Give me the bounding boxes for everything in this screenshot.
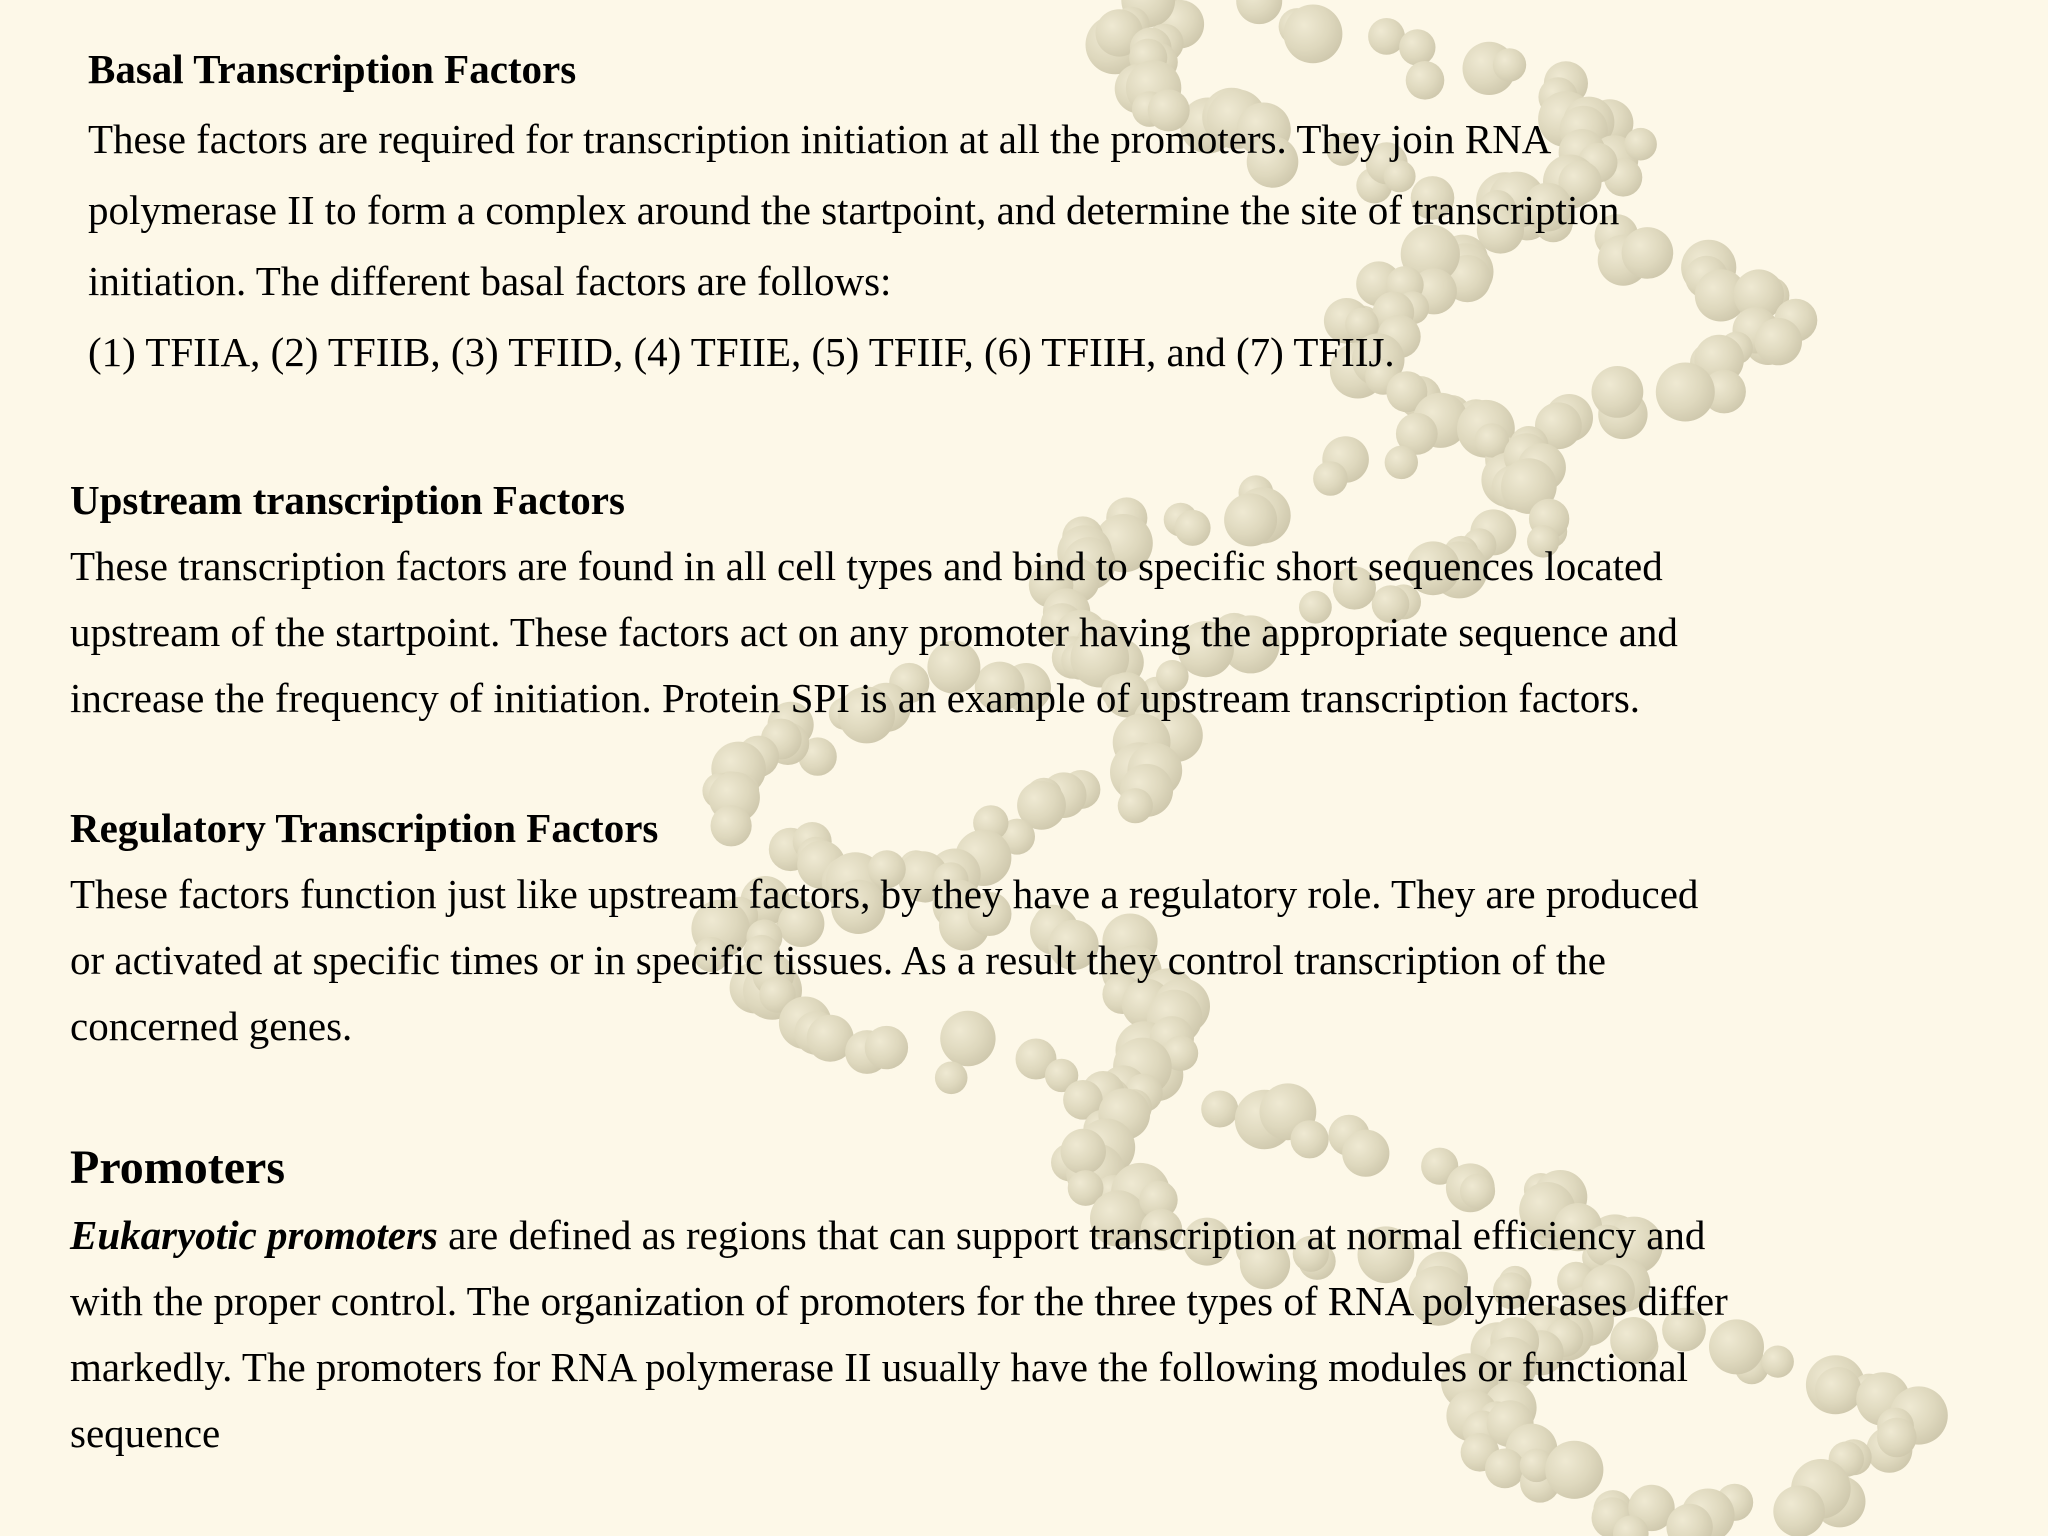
eukaryotic-promoters-term: Eukaryotic promoters [70,1212,438,1258]
upstream-line-1: These transcription factors are found in all cell types and bind to specific short sequences located [70,543,1663,589]
dna-bead [1475,423,1509,457]
promoters-line-2: with the proper control. The organization of promoters for the three types of RNA polymerases differ [70,1278,1728,1324]
regulatory-line-3: concerned genes. [70,1003,353,1049]
basal-factors-heading: Basal Transcription Factors [88,46,577,92]
promoters-heading: Promoters [70,1141,286,1194]
dna-bead [1201,1091,1238,1128]
upstream-line-3: increase the frequency of initiation. Protein SPI is an example of upstream transcription factors. [70,675,1641,721]
promoters-line-1-rest: are defined as regions that can support transcription at normal efficiency and [437,1212,1706,1258]
upstream-factors-heading: Upstream transcription Factors [70,477,625,523]
dna-bead [1773,1486,1825,1536]
regulatory-line-2: or activated at specific times or in specific tissues. As a result they control transcription of the [70,937,1606,983]
dna-bead [935,1062,968,1095]
upstream-line-2: upstream of the startpoint. These factors act on any promoter having the appropriate sequence and [70,609,1678,655]
basal-line-3: initiation. The different basal factors are follows: [88,258,892,304]
basal-line-1: These factors are required for transcription initiation at all the promoters. They join RNA [88,116,1552,162]
upstream-factors-section [70,475,1990,731]
dna-bead [1236,0,1282,24]
promoters-line-3: markedly. The promoters for RNA polymerase II usually have the following modules or functional [70,1344,1688,1390]
basal-factor-list: (1) TFIIA, (2) TFIIB, (3) TFIID, (4) TFIIE, (5) TFIIF, (6) TFIIH, and (7) TFIIJ. [88,329,1395,375]
basal-factors-section [88,44,1988,388]
promoters-section [70,1138,1990,1466]
regulatory-factors-heading: Regulatory Transcription Factors [70,805,659,851]
basal-line-2: polymerase II to form a complex around the startpoint, and determine the site of transcription [88,187,1620,233]
regulatory-line-1: These factors function just like upstream factors, by they have a regulatory role. They are produced [70,871,1699,917]
promoters-line-1 [70,1202,1990,1268]
regulatory-factors-section [70,803,1990,1059]
promoters-line-4: sequence [70,1410,221,1456]
